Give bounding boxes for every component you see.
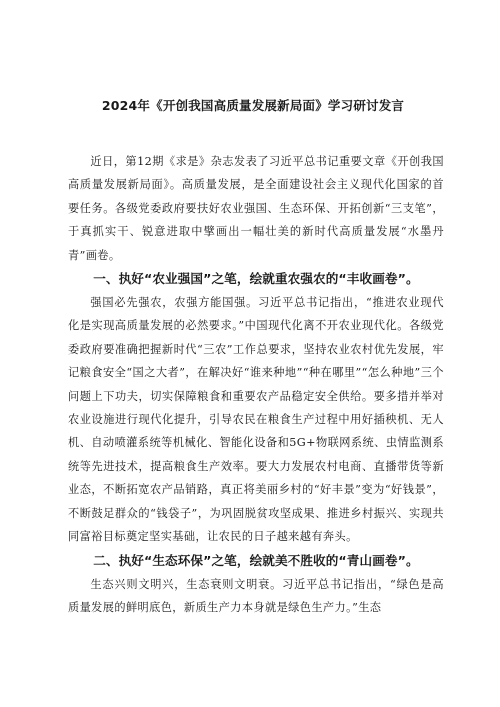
section-2-body: 生态兴则文明兴，生态衰则文明衰。习近平总书记指出，“绿色是高质量发展的鲜明底色，新质生产力本身就是绿色生产力。”生态 — [68, 577, 444, 614]
section-1-heading: 一、执好“农业强国”之笔，绘就重农强农的“丰收画卷”。 — [93, 271, 419, 287]
intro-paragraph: 近日，第12期《求是》杂志发表了习近平总书记重要文章《开创我国高质量发展新局面》。高质量发展，是全面建设社会主义现代化国家的首要任务。各级党委政府要扶好农业强国、生态环保、开拓创新“三支笔”，于真抓实干、锐意进取中擘画出一幅壮美的新时代高质量发展“水墨丹青”画卷。 — [68, 155, 444, 262]
section-1-body: 强国必先强农，农强方能国强。习近平总书记指出，“推进农业现代化是实现高质量发展的必然要求。”中国现代化离不开农业现代化。各级党委政府要准确把握新时代“三农”工作总要求，坚持农业农村优先发展，牢记粮食安全“国之大者”，在解决好“谁来种地”“种在哪里”“怎么种地”三个问题上下功夫，切实保障粮食和重要农产品稳定安全供给。要多措并举对农业设施进行现代化提升，引导农民在粮食生产过程中用好插秧机、无人机、自动喷灌系统等机械化、智能化设备和5G+物联网系统、虫情监测系统等先进技术，提高粮食生产效率。要大力发展农村电商、直播带货等新业态，不断拓宽农产品销路，真正将美丽乡村的“好丰景”变为“好钱景”，不断鼓足群众的“钱袋子”，为巩固脱贫攻坚成果、推进乡村振兴、实现共同富裕目标奠定坚实基础，让农民的日子越来越有奔头。 — [68, 296, 444, 544]
document-title: 2024年《开创我国高质量发展新局面》学习研讨发言 — [101, 98, 405, 113]
section-2-heading: 二、执好“生态环保”之笔，绘就美不胜收的“青山画卷”。 — [93, 552, 419, 568]
